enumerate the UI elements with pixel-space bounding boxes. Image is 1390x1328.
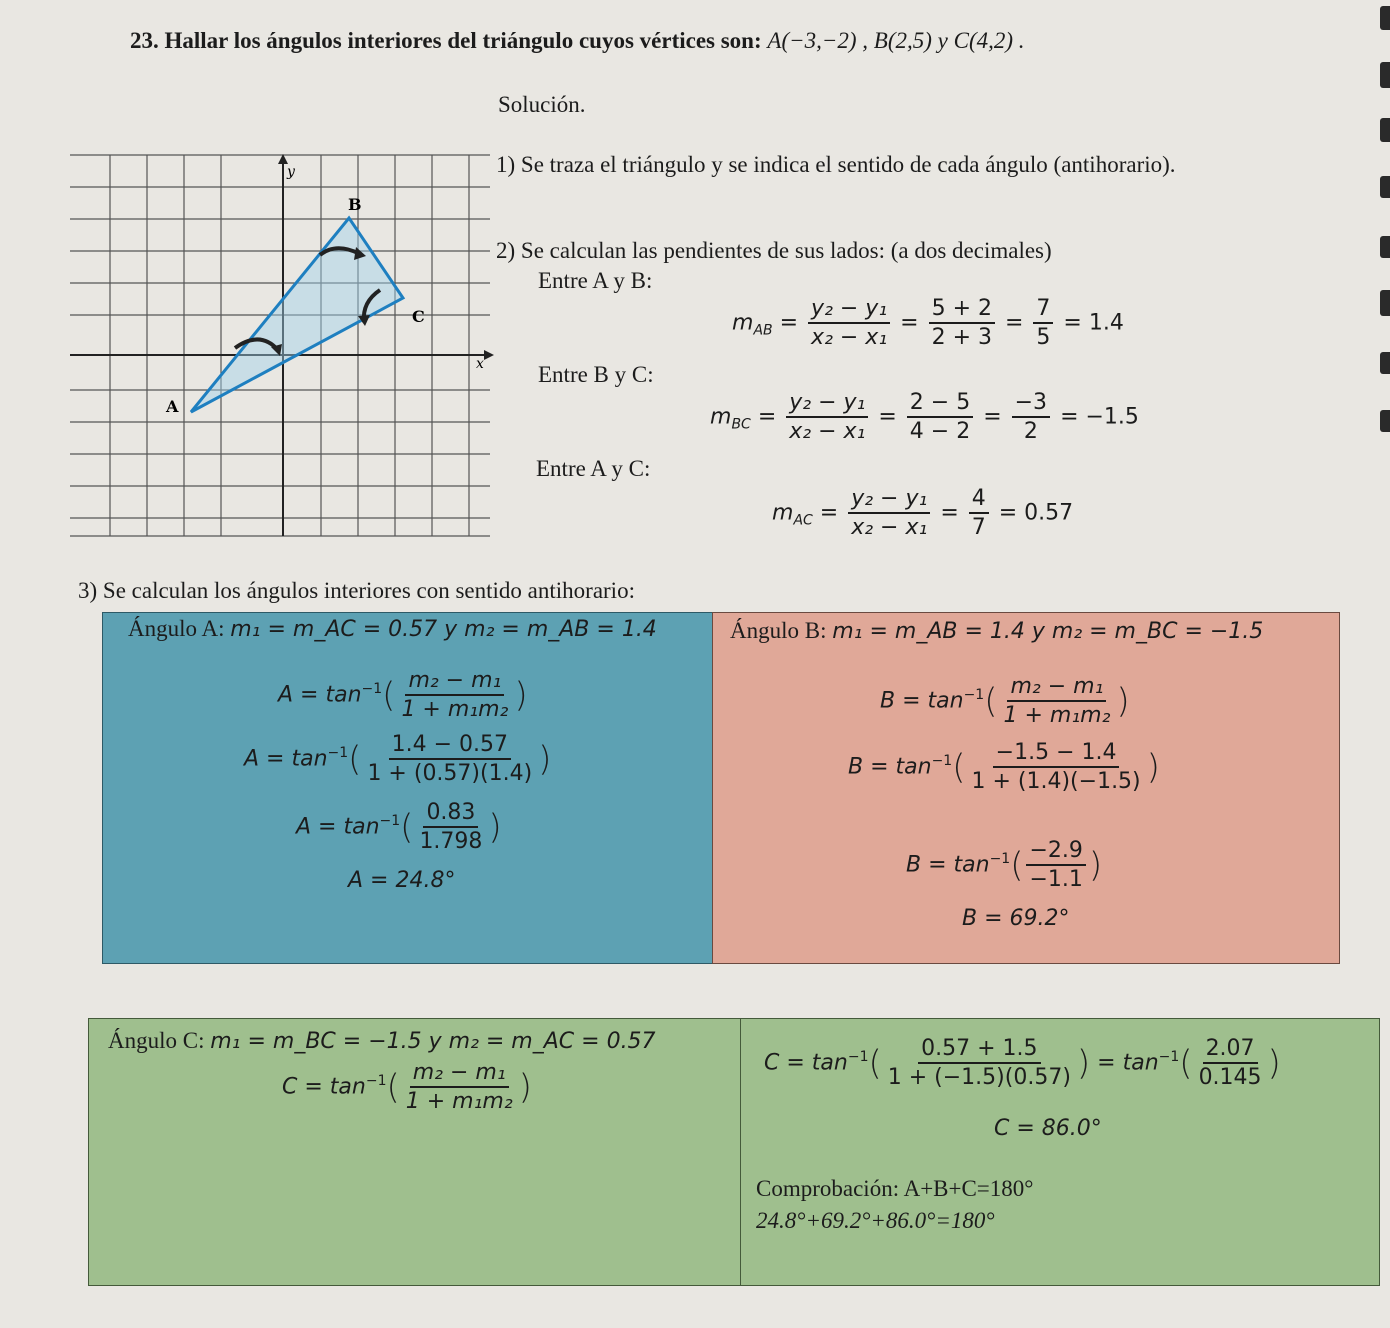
angle-b-line1: $B = \tan^{-1}$( $\frac{\text{m₂ − m₁}}{\text{1 + m₁m₂}}$ ) [880,674,1130,729]
angle-b-header: Ángulo B: m₁ = m_AB = 1.4 y m₂ = m_BC = −1.5 [730,618,1264,644]
slope-ac-label: Entre A y C: [536,456,651,481]
step-2: 2) Se calculan las pendientes de sus lados: (a dos decimales) [496,238,1052,263]
graph-label-c: C [412,307,425,326]
check-sum: 24.8°+69.2°+86.0°=180° [756,1208,995,1233]
angle-c-header: Ángulo C: m₁ = m_BC = −1.5 y m₂ = m_AC = 0.57 [108,1028,656,1054]
triangle-graph [70,150,500,545]
graph-axis-x: x [476,356,484,372]
slope-ab-formula: $m_{AB}$ = $\frac{\text{y₂ − y₁}}{\text{x₂ − x₁}}$ = $\frac{5 + 2}{2 + 3}$ = $\frac{7}{5}$ = 1.4 [732,296,1124,351]
problem-number: 23. [130,28,159,53]
angle-a-line2: $A = \tan^{-1}$( $\frac{1.4 - 0.57}{1 + (0.57)(1.4)}$ ) [244,732,552,787]
angle-c-divider [740,1018,741,1286]
problem-statement [130,28,1025,54]
slope-bc-label: Entre B y C: [538,362,654,387]
angle-b-line3: $B = \tan^{-1}$( $\frac{-2.9}{-1.1}$ ) [906,838,1103,893]
graph-label-a: A [166,397,179,416]
angle-b-result: B = 69.2° [962,906,1070,931]
problem-text: Hallar los ángulos interiores del triángulo cuyos vértices son: [164,28,762,53]
solution-label: Solución. [498,92,586,117]
angle-c-line1: $C = \tan^{-1}$( $\frac{\text{m₂ − m₁}}{\text{1 + m₁m₂}}$ ) [282,1060,532,1115]
angle-c-line2: $C = \tan^{-1}$( $\frac{0.57 + 1.5}{1 + (-1.5)(0.57)}$ ) = $\tan^{-1}$( $\frac{2.07}{0.145}$ ) [764,1036,1281,1091]
angle-a-line1: $A = \tan^{-1}$( $\frac{\text{m₂ − m₁}}{\text{1 + m₁m₂}}$ ) [278,668,528,723]
angle-a-panel [102,612,714,964]
angle-a-result: A = 24.8° [348,868,456,893]
graph-label-b: B [348,195,362,214]
angle-b-line2: $B = \tan^{-1}$( $\frac{-1.5 - 1.4}{1 + (1.4)(-1.5)}$ ) [848,740,1160,795]
check-line: Comprobación: A+B+C=180° [756,1176,1034,1201]
slope-bc-formula: $m_{BC}$ = $\frac{\text{y₂ − y₁}}{\text{x₂ − x₁}}$ = $\frac{2 - 5}{4 - 2}$ = $\frac{-3}{2}$ = −1.5 [710,390,1139,445]
angle-c-result: C = 86.0° [994,1116,1102,1141]
slope-ab-label: Entre A y B: [538,268,653,293]
angle-a-line3: $A = \tan^{-1}$( $\frac{0.83}{1.798}$ ) [296,800,502,855]
angle-a-header: Ángulo A: m₁ = m_AC = 0.57 y m₂ = m_AB = 1.4 [128,616,657,642]
slope-ac-formula: $m_{AC}$ = $\frac{\text{y₂ − y₁}}{\text{x₂ − x₁}}$ = $\frac{4}{7}$ = 0.57 [772,486,1074,541]
problem-vertices: A(−3,−2) , B(2,5) y C(4,2) . [767,28,1025,53]
step-3: 3) Se calculan los ángulos interiores con sentido antihorario: [78,578,635,603]
step-1: 1) Se traza el triángulo y se indica el sentido de cada ángulo (antihorario). [496,152,1176,177]
graph-axis-y: y [287,164,295,180]
